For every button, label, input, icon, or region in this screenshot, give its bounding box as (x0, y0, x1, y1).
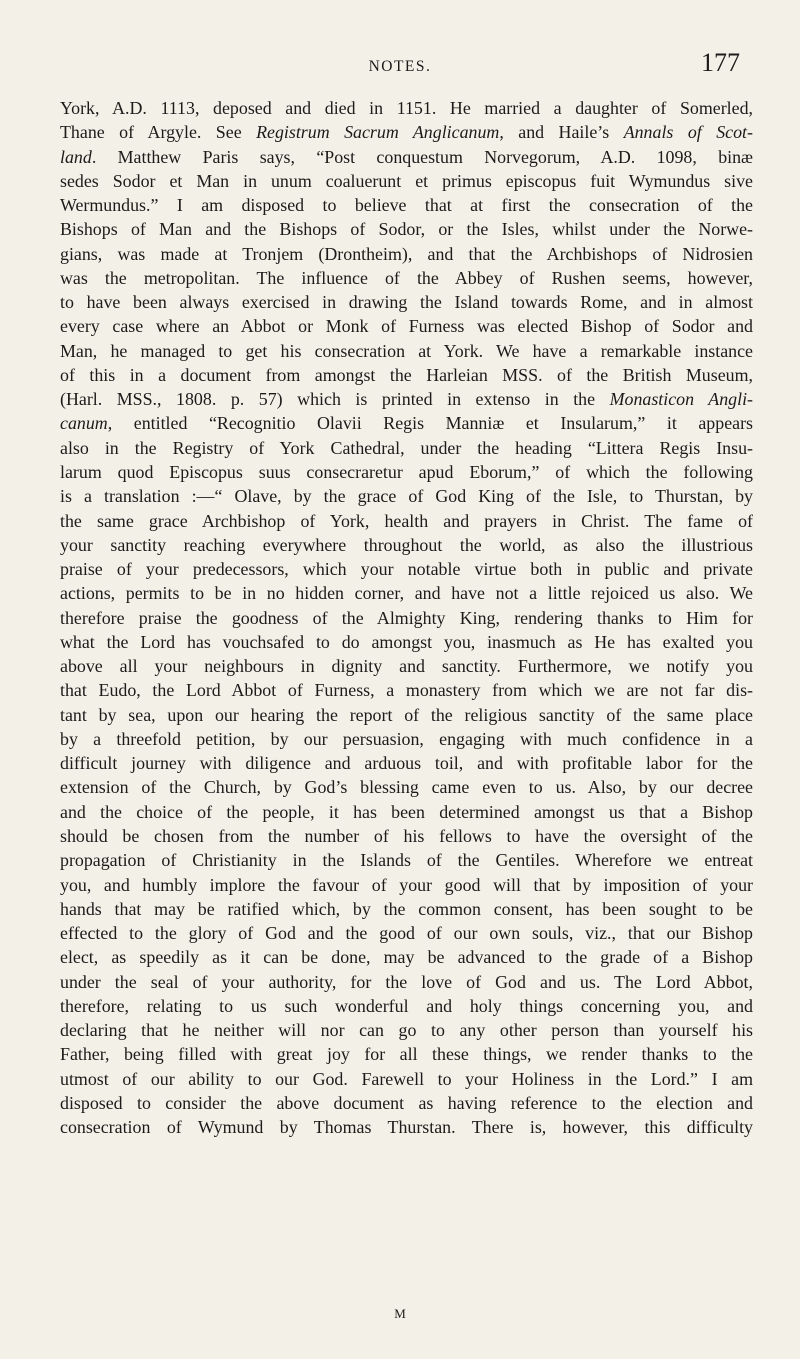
text-line: under the seal of your authority, for the love of God and us. The Lord Abbot, (60, 971, 753, 992)
text-line: utmost of our ability to our God. Farewell to your Holiness in the Lord.” I am (60, 1068, 753, 1089)
text-line: larum quod Episcopus suus consecraretur apud Eborum,” of which the following (60, 461, 753, 482)
notes-body-text (60, 96, 753, 1139)
text-line: (Harl. MSS., 1808. p. 57) which is printed in extenso in the Monasticon Angli- (60, 389, 753, 410)
text-line: propagation of Christianity in the Islands of the Gentiles. Wherefore we entreat (60, 850, 753, 871)
text-line: sedes Sodor et Man in unum coaluerunt et primus episcopus fuit Wymundus sive (60, 170, 753, 191)
text-line: land. Matthew Paris says, “Post conquestum Norvegorum, A.D. 1098, binæ (60, 146, 753, 167)
text-line: every case where an Abbot or Monk of Furness was elected Bishop of Sodor and (60, 316, 753, 337)
text-line: praise of your predecessors, which your notable virtue both in public and private (60, 559, 753, 580)
running-head: NOTES. (368, 58, 432, 75)
text-line: of this in a document from amongst the Harleian MSS. of the British Museum, (60, 364, 753, 385)
text-line: therefore praise the goodness of the Almighty King, rendering thanks to Him for (60, 607, 753, 628)
text-line: above all your neighbours in dignity and sanctity. Furthermore, we notify you (60, 656, 753, 677)
text-line: therefore, relating to us such wonderful and holy things concerning you, and (60, 995, 753, 1016)
text-line: Man, he managed to get his consecration at York. We have a remarkable instance (60, 340, 753, 361)
text-line: to have been always exercised in drawing the Island towards Rome, and in almost (60, 292, 753, 313)
page-header (0, 48, 800, 86)
text-line: was the metropolitan. The influence of the Abbey of Rushen seems, however, (60, 267, 753, 288)
text-line: is a translation :—“ Olave, by the grace of God King of the Isle, to Thurstan, by (60, 486, 753, 507)
text-line: Father, being filled with great joy for all these things, we render thanks to the (60, 1044, 753, 1065)
signature-mark: M (394, 1306, 406, 1321)
text-line: tant by sea, upon our hearing the report of the religious sanctity of the same place (60, 704, 753, 725)
text-line: Wermundus.” I am disposed to believe that at first the consecration of the (60, 195, 753, 216)
text-line: also in the Registry of York Cathedral, under the heading “Littera Regis Insu- (60, 437, 753, 458)
text-line: disposed to consider the above document as having reference to the election and (60, 1092, 753, 1113)
text-line: you, and humbly implore the favour of your good will that by imposition of your (60, 874, 753, 895)
text-line: hands that may be ratified which, by the common consent, has been sought to be (60, 898, 753, 919)
text-line: what the Lord has vouchsafed to do amongst you, inasmuch as He has exalted you (60, 631, 753, 652)
text-line: gians, was made at Tronjem (Drontheim), and that the Archbishops of Nidrosien (60, 243, 753, 264)
page-number: 177 (701, 48, 740, 77)
text-line: by a threefold petition, by our persuasion, engaging with much confidence in a (60, 728, 753, 749)
text-line: effected to the glory of God and the good of our own souls, viz., that our Bishop (60, 923, 753, 944)
text-line: elect, as speedily as it can be done, may be advanced to the grade of a Bishop (60, 947, 753, 968)
text-line: actions, permits to be in no hidden corner, and have not a little rejoiced us also. We (60, 583, 753, 604)
text-line: and the choice of the people, it has been determined amongst us that a Bishop (60, 801, 753, 822)
text-line: Thane of Argyle. See Registrum Sacrum Anglicanum, and Haile’s Annals of Scot- (60, 122, 753, 143)
text-line: York, A.D. 1113, deposed and died in 1151. He married a daughter of Somerled, (60, 98, 753, 118)
text-line: should be chosen from the number of his fellows to have the oversight of the (60, 825, 753, 846)
text-line: the same grace Archbishop of York, health and prayers in Christ. The fame of (60, 510, 753, 531)
text-line: difficult journey with diligence and arduous toil, and with profitable labor for the (60, 753, 753, 774)
text-line: declaring that he neither will nor can go to any other person than yourself his (60, 1020, 753, 1041)
text-line: your sanctity reaching everywhere throughout the world, as also the illustrious (60, 534, 753, 555)
text-line: that Eudo, the Lord Abbot of Furness, a monastery from which we are not far dis- (60, 680, 753, 701)
text-line: Bishops of Man and the Bishops of Sodor, or the Isles, whilst under the Norwe- (60, 219, 753, 240)
text-line: canum, entitled “Recognitio Olavii Regis Manniæ et Insularum,” it appears (60, 413, 753, 434)
text-line: extension of the Church, by God’s blessing came even to us. Also, by our decree (60, 777, 753, 798)
text-line: consecration of Wymund by Thomas Thurstan. There is, however, this difficulty (60, 1117, 753, 1138)
